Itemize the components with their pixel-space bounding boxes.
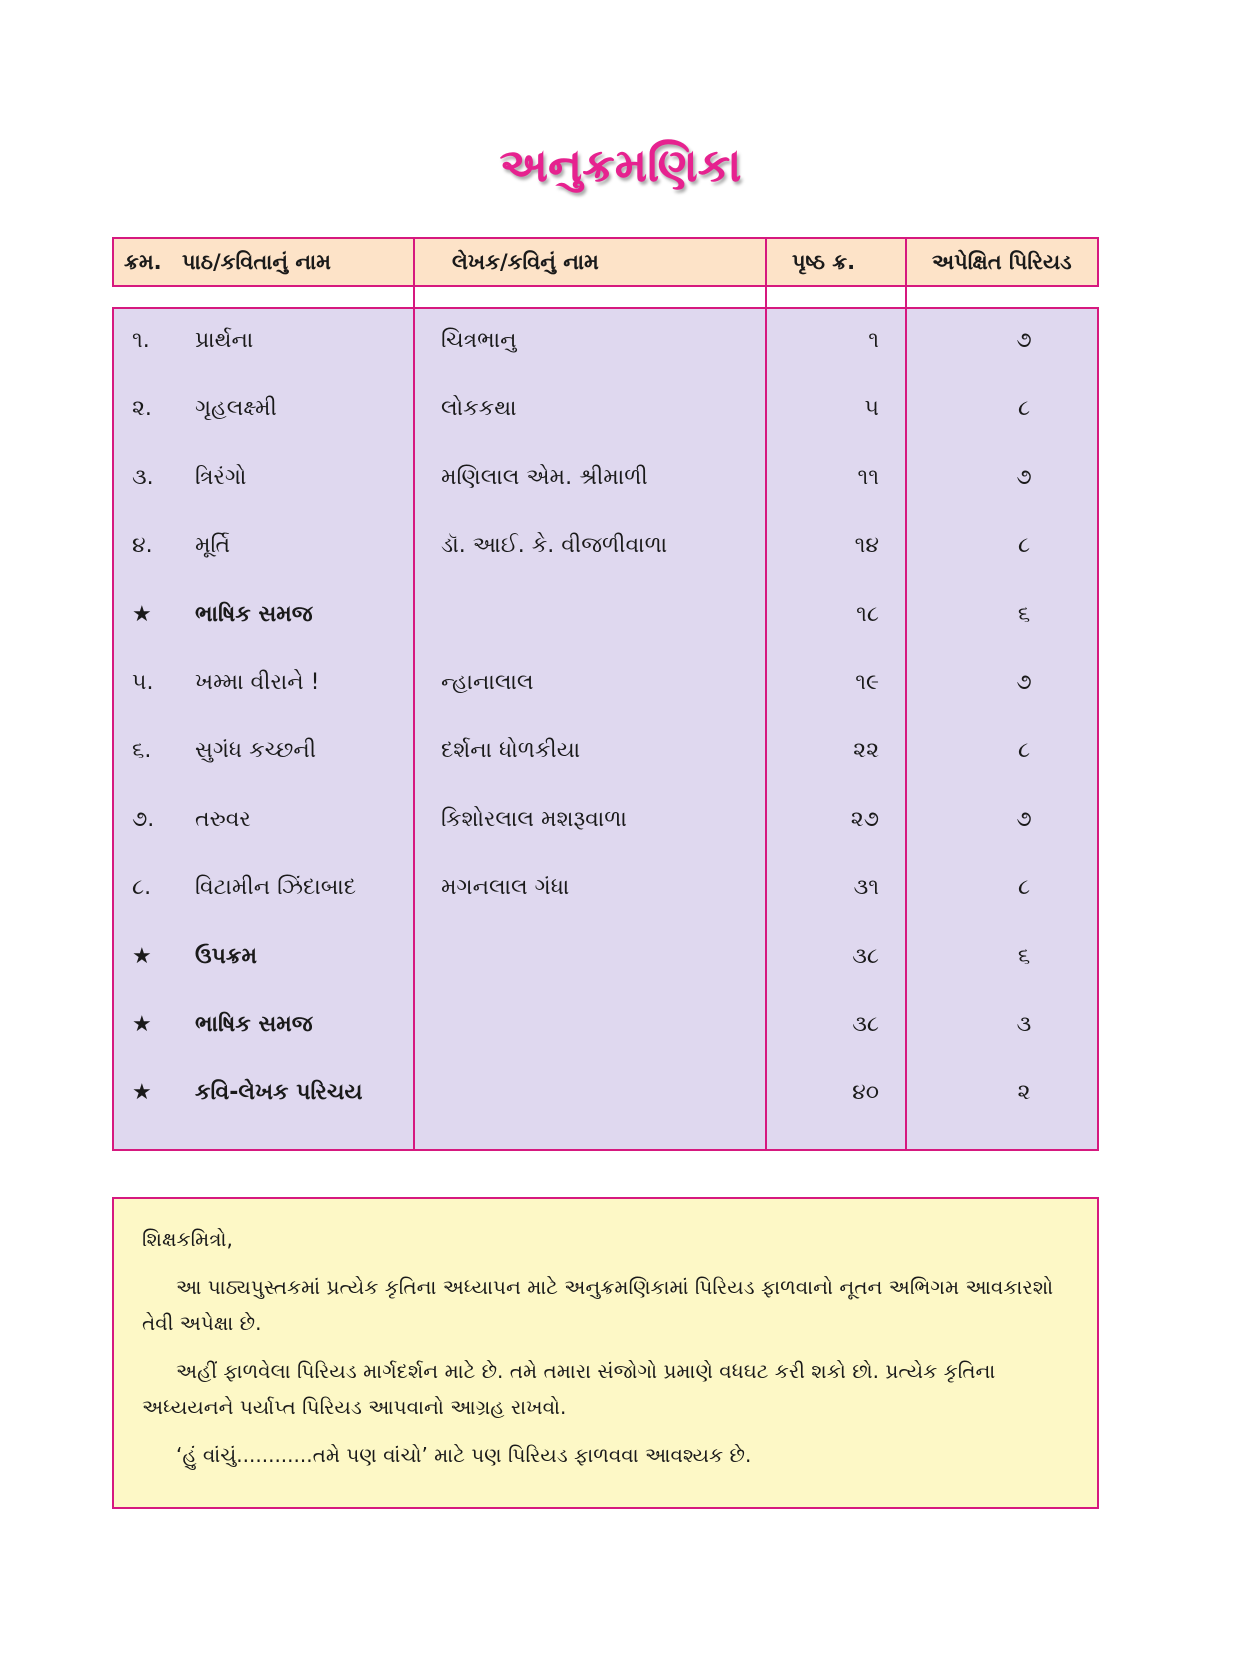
- expected-periods: ૬: [1017, 601, 1031, 627]
- expected-periods: ૮: [1017, 738, 1031, 764]
- expected-periods: ૮: [1017, 396, 1031, 422]
- table-row: [114, 1005, 1097, 1045]
- lesson-name: કવિ-લેખક પરિચય: [195, 1080, 363, 1106]
- author-name: મગનલાલ ગંધા: [441, 875, 570, 901]
- author-name: લોકકથા: [441, 396, 517, 422]
- table-row: [114, 595, 1097, 635]
- row-number: ૫.: [132, 670, 154, 695]
- author-name: ડૉ. આઈ. કે. વીજળીવાળા: [441, 533, 668, 559]
- lesson-name: ખમ્મા વીરાને !: [195, 670, 320, 695]
- column-divider: [765, 287, 767, 307]
- header-lesson: પાઠ/કવિતાનું નામ: [182, 250, 331, 274]
- table-header: [112, 237, 1099, 287]
- header-periods: અપેક્ષિત પિરિયડ: [932, 250, 1072, 274]
- page-number: ૧૧: [857, 464, 879, 490]
- lesson-name: ત્રિરંગો: [195, 464, 247, 490]
- table-row: [114, 458, 1097, 498]
- lesson-name: સુગંધ કચ્છની: [195, 738, 317, 764]
- page-title: અનુક્રમણિકા: [499, 138, 742, 192]
- table-row: [114, 526, 1097, 566]
- page-number: ૨૭: [850, 806, 879, 832]
- author-name: ચિત્રભાનુ: [441, 328, 517, 353]
- expected-periods: ૨: [1017, 1080, 1031, 1106]
- author-name: દર્શના ધોળકીયા: [441, 738, 581, 764]
- lesson-name: પ્રાર્થના: [195, 328, 254, 353]
- header-serial: ક્રમ.: [124, 250, 162, 274]
- page-number: ૧૮: [856, 601, 879, 627]
- column-divider: [413, 237, 415, 287]
- row-number: ★: [132, 1012, 152, 1037]
- row-number: ૩.: [132, 464, 154, 490]
- expected-periods: ૮: [1017, 533, 1031, 559]
- column-divider: [905, 287, 907, 307]
- expected-periods: ૭: [1016, 464, 1032, 490]
- page-number: ૩૮: [852, 1012, 879, 1037]
- row-number: ★: [132, 601, 152, 627]
- header-page: પૃષ્ઠ ક્ર.: [792, 250, 856, 274]
- column-divider: [905, 237, 907, 287]
- page-number: ૧૯: [855, 670, 879, 695]
- expected-periods: ૮: [1017, 875, 1031, 901]
- lesson-name: ઉપક્રમ: [195, 943, 257, 969]
- row-number: ૧.: [132, 328, 150, 353]
- column-divider: [413, 287, 415, 307]
- table-row: [114, 321, 1097, 361]
- author-name: મણિલાલ એમ. શ્રીમાળી: [441, 464, 648, 490]
- row-number: ૭.: [132, 806, 155, 832]
- table-row: [114, 1073, 1097, 1113]
- lesson-name: તરુવર: [195, 806, 251, 832]
- page-number: ૧: [868, 328, 879, 353]
- row-number: ૮.: [132, 875, 152, 901]
- row-number: ૨.: [132, 396, 152, 422]
- lesson-name: ગૃહલક્ષ્મી: [195, 396, 277, 422]
- row-number: ૪.: [132, 533, 153, 559]
- teacher-note: [112, 1197, 1099, 1509]
- expected-periods: ૭: [1016, 328, 1032, 353]
- row-number: ★: [132, 943, 152, 969]
- note-paragraph-1: આ પાઠ્યપુસ્તકમાં પ્રત્યેક કૃતિના અધ્યાપન માટે અનુક્રમણિકામાં પિરિયડ ફાળવાનો નૂતન અભિગમ આવકારશો તેવી અપેક્ષા છે.: [142, 1275, 1054, 1335]
- lesson-name: મૂર્તિ: [195, 533, 231, 559]
- lesson-name: વિટામીન ઝિંદાબાદ: [195, 875, 357, 901]
- page-number: ૨૨: [853, 738, 879, 764]
- author-name: ન્હાનાલાલ: [441, 670, 534, 695]
- table-row: [114, 663, 1097, 703]
- note-paragraph-2: અહીં ફાળવેલા પિરિયડ માર્ગદર્શન માટે છે. તમે તમારા સંજોગો પ્રમાણે વધઘટ કરી શકો છો. પ્રત્યેક કૃતિના અધ્યયનને પર્યાપ્ત પિરિયડ આપવાનો આગ્રહ રાખવો.: [142, 1359, 996, 1419]
- note-paragraph-3: ‘હું વાંચું............તમે પણ વાંચો’ માટે પણ પિરિયડ ફાળવવા આવશ્યક છે.: [176, 1443, 752, 1467]
- expected-periods: ૬: [1017, 943, 1031, 969]
- page-number: ૪૦: [852, 1080, 879, 1106]
- table-body: [112, 307, 1099, 1151]
- row-number: ૬.: [132, 738, 152, 764]
- expected-periods: ૭: [1016, 806, 1032, 832]
- lesson-name: ભાષિક સમજ: [195, 601, 313, 627]
- column-divider: [765, 237, 767, 287]
- page-number: ૧૪: [854, 533, 879, 559]
- page-number: ૩૧: [853, 875, 879, 901]
- row-number: ★: [132, 1080, 152, 1106]
- table-row: [114, 937, 1097, 977]
- page-number: ૫: [864, 396, 879, 422]
- table-row: [114, 389, 1097, 429]
- table-row: [114, 731, 1097, 771]
- expected-periods: ૩: [1016, 1012, 1032, 1037]
- note-salutation: શિક્ષકમિત્રો,: [142, 1227, 233, 1251]
- page-number: ૩૮: [852, 943, 879, 969]
- table-row: [114, 868, 1097, 908]
- header-author: લેખક/કવિનું નામ: [452, 250, 599, 274]
- author-name: કિશોરલાલ મશરૂવાળા: [441, 806, 627, 832]
- expected-periods: ૭: [1016, 670, 1032, 695]
- lesson-name: ભાષિક સમજ: [195, 1012, 313, 1037]
- table-row: [114, 800, 1097, 840]
